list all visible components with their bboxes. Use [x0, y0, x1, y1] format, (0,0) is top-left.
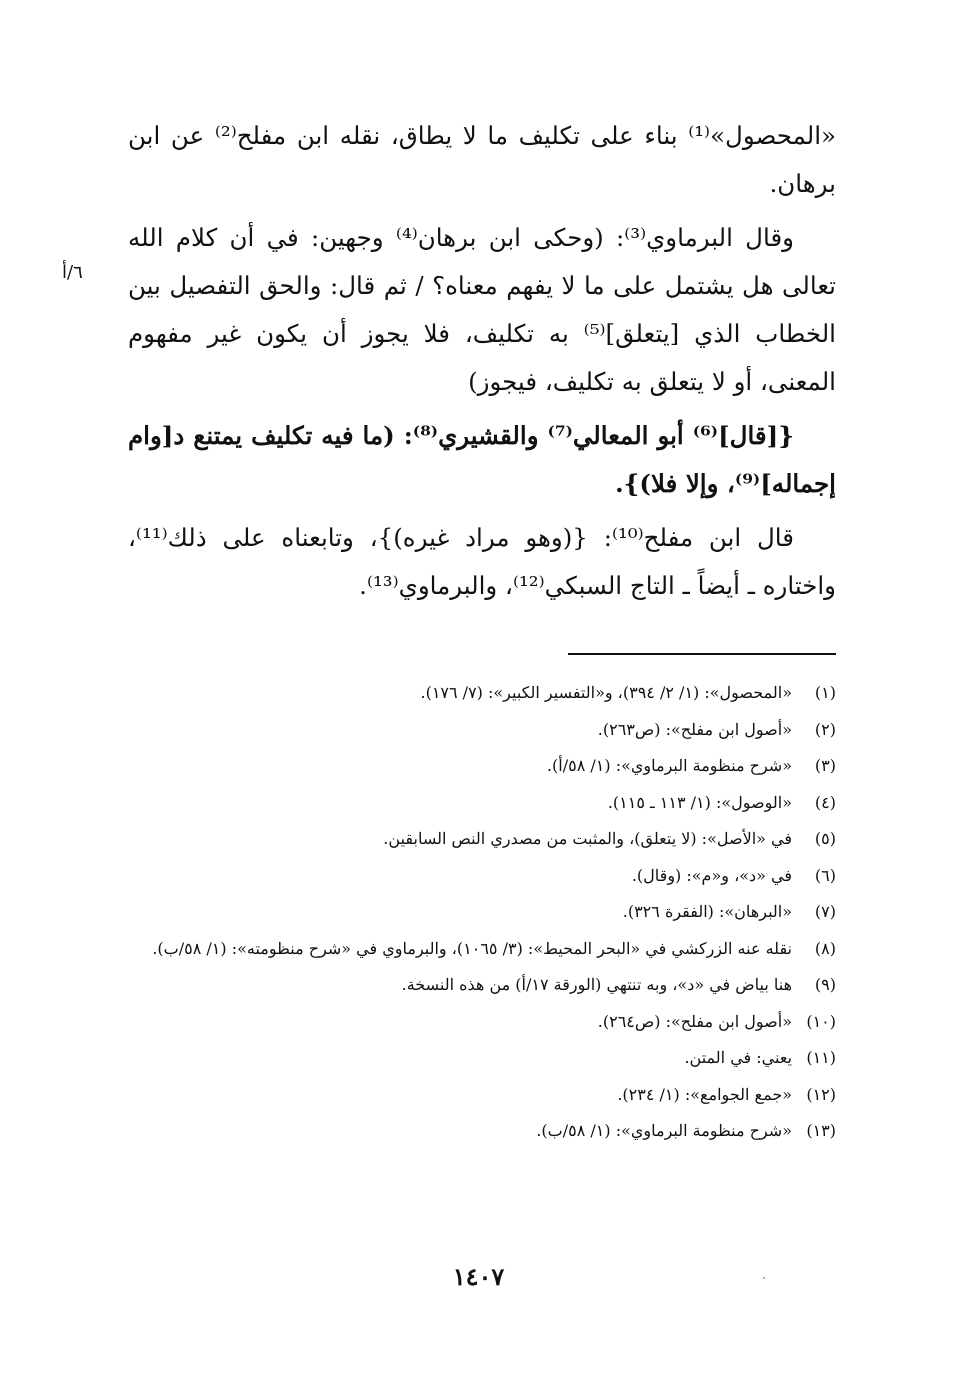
footnote-text: في «الأصل»: (لا يتعلق)، والمثبت من مصدري النص السابقين.	[383, 829, 792, 848]
paragraph-3: {[قال]⁽⁶⁾ أبو المعالي⁽⁷⁾ والقشيري⁽⁸⁾: (ما فيه تكليف يمتنع د[وام إجماله]⁽⁹⁾، وإلا فلا)}.	[128, 421, 836, 498]
footnote-separator	[568, 653, 836, 655]
footnote-number: (٢)	[814, 719, 836, 739]
footnote-number: (١١)	[806, 1048, 836, 1067]
footnote-text: «الوصول»: (١/ ١١٣ ـ ١١٥).	[607, 792, 792, 812]
footnote-number: (٣)	[814, 756, 836, 775]
footnote-item	[128, 821, 836, 858]
footnote-text: يعني: في المتن.	[684, 1048, 792, 1067]
footnote-number: (٨)	[814, 938, 836, 958]
footnote-item	[128, 1113, 836, 1150]
footnote-item	[128, 675, 836, 712]
margin-folio-note: ٦/أ	[62, 262, 83, 283]
footnote-item	[128, 785, 836, 822]
footnote-number: (١٢)	[806, 1084, 836, 1104]
footnote-text: نقله عنه الزركشي في «البحر المحيط»: (٣/ ١٠٦٥)، والبرماوي في «شرح منظومته»: (١/ ٥٨/ب).	[152, 938, 792, 958]
page-number: ١٤٠٧	[452, 1262, 505, 1291]
footnote-number: (١٣)	[806, 1121, 836, 1140]
paragraph-1: «المحصول»⁽¹⁾ بناء على تكليف ما لا يطاق، نقله ابن مفلح⁽²⁾ عن ابن برهان.	[128, 121, 836, 198]
footnote-text: «أصول ابن مفلح»: (ص٢٦٤).	[597, 1011, 792, 1031]
scan-speck	[763, 1277, 765, 1279]
footnote-number: (١)	[814, 683, 836, 702]
footnote-text: «المحصول»: (١/ ٢/ ٣٩٤)، و«التفسير الكبير»: (٧/ ١٧٦).	[420, 683, 792, 702]
footnote-item	[128, 1004, 836, 1041]
footnote-number: (٤)	[814, 792, 836, 812]
footnote-text: «جمع الجوامع»: (١/ ٢٣٤).	[617, 1084, 792, 1104]
paragraph-2: وقال البرماوي⁽³⁾: (وحكى ابن برهان⁽⁴⁾ وجهين: في أن كلام الله تعالى هل يشتمل على ما لا يفهم معناه؟ / ثم قال: والحق التفصيل بين الخطاب الذي [يتعلق]⁽⁵⁾ به تكليف، فلا يجوز أن يكون غير مفهوم المعنى، أو لا يتعلق به تكليف، فيجوز)	[128, 223, 836, 396]
footnote-item	[128, 894, 836, 931]
footnote-text: «شرح منظومة البرماوي»: (١/ ٥٨/أ).	[546, 756, 792, 775]
footnotes-list	[128, 675, 836, 1150]
footnote-number: (١٠)	[806, 1011, 836, 1031]
footnote-item	[128, 748, 836, 785]
footnote-number: (٥)	[814, 829, 836, 848]
footnote-item	[128, 712, 836, 749]
main-text	[128, 112, 836, 616]
footnote-text: «شرح منظومة البرماوي»: (١/ ٥٨/ب).	[536, 1121, 792, 1140]
footnote-number: (٩)	[814, 975, 836, 994]
footnote-item	[128, 1077, 836, 1114]
footnote-text: هنا بياض في «د»، وبه تنتهي (الورقة ١٧/أ) من هذه النسخة.	[401, 975, 792, 994]
footnote-text: في «د»، و«م»: (وقال).	[631, 865, 792, 885]
footnote-item	[128, 967, 836, 1004]
footnote-item	[128, 931, 836, 968]
footnote-text: «البرهان»: (الفقرة ٣٢٦).	[622, 902, 792, 921]
footnote-item	[128, 1040, 836, 1077]
footnote-text: «أصول ابن مفلح»: (ص٢٦٣).	[597, 719, 792, 739]
footnote-number: (٦)	[814, 865, 836, 885]
footnote-number: (٧)	[814, 902, 836, 921]
footnote-item	[128, 858, 836, 895]
paragraph-4: قال ابن مفلح⁽¹⁰⁾: {(وهو مراد غيره)}، وتابعناه على ذلك⁽¹¹⁾، واختاره ـ أيضاً ـ التاج السبكي⁽¹²⁾، والبرماوي⁽¹³⁾.	[128, 523, 836, 600]
